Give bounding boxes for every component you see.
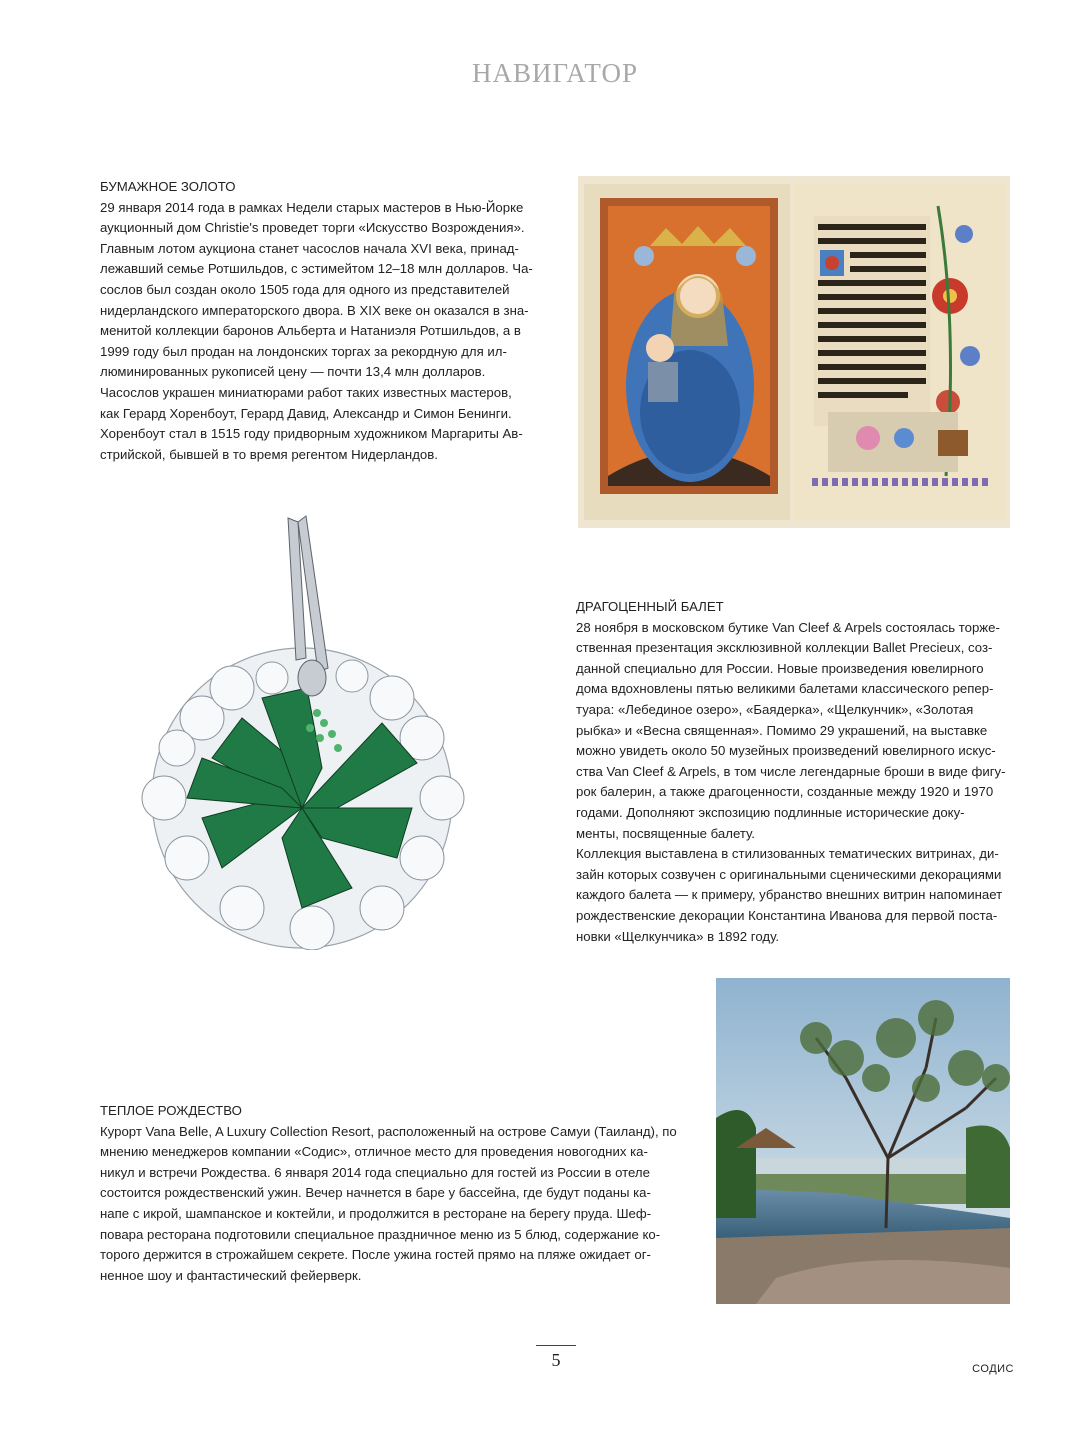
article-warm-christmas: [100, 1101, 680, 1286]
article-heading: ДРАГОЦЕННЫЙ БАЛЕТ: [576, 599, 724, 614]
resort-photo: [716, 978, 1010, 1304]
article-line: напе с икрой, шампанское и коктейли, и продолжится в ресторане на берегу пруда. Шеф-: [100, 1205, 652, 1221]
article-line: каждого балета — к примеру, убранство внешних витрин напоминает: [576, 887, 1003, 903]
article-line: зайн которых созвучен с оригинальными сценическими декорациями: [576, 866, 1002, 882]
article-line: как Герард Хоренбоут, Герард Давид, Александр и Симон Бенинги.: [100, 405, 512, 421]
article-line: рыбка» и «Весна священная». Помимо 29 украшений, на выставке: [576, 722, 988, 738]
article-line: ненное шоу и фантастический фейерверк.: [100, 1267, 362, 1283]
page-number-rule: [536, 1345, 576, 1346]
article-line: ственная презентация эксклюзивной коллекции Ballet Precieux, соз-: [576, 640, 993, 656]
article-heading: ТЕПЛОЕ РОЖДЕСТВО: [100, 1103, 242, 1118]
article-line: можно увидеть около 50 музейных произведений ювелирного искус-: [576, 743, 996, 759]
article-line: никул и встречи Рождества. 6 января 2014 года специально для гостей из России в отеле: [100, 1164, 650, 1180]
article-line: Часослов украшен миниатюрами работ таких известных мастеров,: [100, 384, 512, 400]
article-line: рок балерин, а также драгоценности, созданные между 1920 и 1970: [576, 784, 994, 800]
article-line: ства Van Cleef & Arpels, в том числе легендарные броши в виде фигу-: [576, 763, 1006, 779]
article-line: Главным лотом аукциона станет часослов начала XVI века, принад-: [100, 240, 519, 256]
book-of-hours-image: [578, 176, 1010, 528]
article-line: повара ресторана подготовили специальное праздничное меню из 5 блюд, содержание ко-: [100, 1226, 661, 1242]
article-line: торого держится в строжайшем секрете. После ужина гостей прямо на пляже ожидает ог-: [100, 1247, 651, 1263]
article-line: Курорт Vana Belle, A Luxury Collection Resort, расположенный на острове Самуи (Таиланд), по: [100, 1123, 677, 1139]
article-line: годами. Дополняют экспозицию подлинные исторические доку-: [576, 804, 965, 820]
article-line: мнению менеджеров компании «Содис», отличное место для проведения новогодних ка-: [100, 1144, 648, 1160]
article-precious-ballet: [576, 597, 1016, 947]
article-body: [576, 618, 1016, 948]
article-line: Хоренбоут стал в 1515 году придворным художником Маргариты Ав-: [100, 426, 523, 442]
article-line: рождественские декорации Константина Иванова для первой поста-: [576, 907, 998, 923]
article-line: 28 ноября в московском бутике Van Cleef & Arpels состоялась торже-: [576, 619, 1000, 635]
article-line: 29 января 2014 года в рамках Недели старых мастеров в Нью-Йорке: [100, 199, 524, 215]
article-line: менты, посвященные балету.: [576, 825, 755, 841]
article-line: люминированных рукописей цену — почти 13,4 млн долларов.: [100, 364, 486, 380]
article-line: дома вдохновлены пятью великими балетами классического репер-: [576, 681, 994, 697]
article-body: [100, 1122, 680, 1287]
page-number: 5: [551, 1350, 561, 1370]
article-line: менитой коллекции баронов Альберта и Натаниэля Ротшильдов, а в: [100, 323, 521, 339]
article-line: новки «Щелкунчика» в 1892 году.: [576, 928, 780, 944]
article-line: данной специально для России. Новые произведения ювелирного: [576, 660, 984, 676]
article-line: cослов был создан около 1505 года для одного из представителей: [100, 281, 510, 297]
article-paper-gold: [100, 177, 538, 465]
article-line: туара: «Лебединое озеро», «Баядерка», «Щелкунчик», «Золотая: [576, 701, 974, 717]
article-line: стрийской, бывшей в то время регентом Нидерландов.: [100, 446, 438, 462]
article-line: аукционный дом Christie's проведет торги «Искусство Возрождения».: [100, 220, 525, 236]
page-title: НАВИГАТОР: [472, 58, 638, 88]
article-line: нидерландского императорского двора. В XIX веке он оказался в зна-: [100, 302, 529, 318]
brand-logo: СОДИС: [972, 1363, 1014, 1375]
article-body: [100, 198, 538, 466]
article-line: состоится рождественский ужин. Вечер начнется в баре у бассейна, где будут поданы ка-: [100, 1185, 651, 1201]
article-line: 1999 году был продан на лондонских торгах за рекордную для ил-: [100, 343, 507, 359]
ballerina-brooch-image: [92, 508, 512, 950]
article-line: лежавший семье Ротшильдов, с эстимейтом 12–18 млн долларов. Ча-: [100, 261, 533, 277]
article-line: Коллекция выставлена в стилизованных тематических витринах, ди-: [576, 846, 999, 862]
article-heading: БУМАЖНОЕ ЗОЛОТО: [100, 179, 236, 194]
